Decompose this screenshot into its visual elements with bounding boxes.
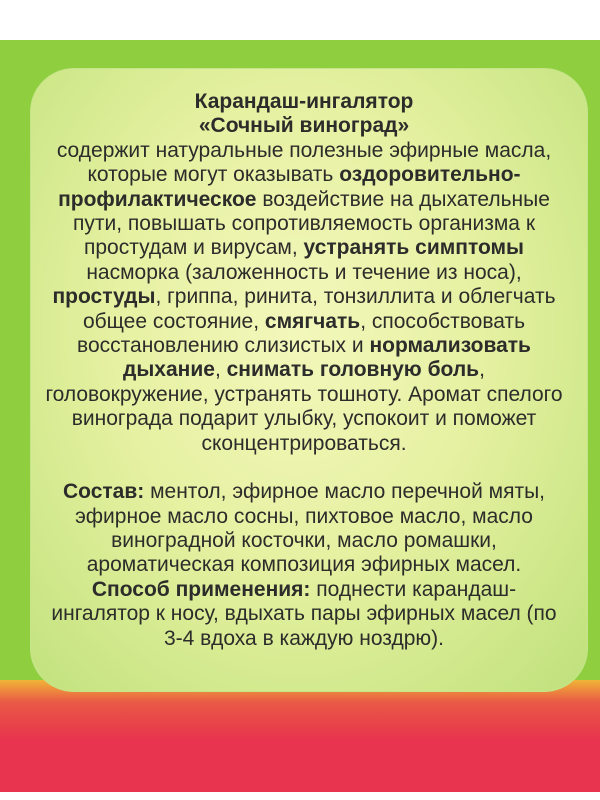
description-text: , bbox=[214, 358, 221, 382]
composition-paragraph bbox=[44, 480, 564, 578]
description-paragraph bbox=[44, 139, 564, 456]
description-text: насморка (заложенность и течение из носа), bbox=[86, 260, 522, 284]
description-bold: устранять симптомы bbox=[303, 236, 524, 260]
description-bold: оздоровительно-профилактическое bbox=[58, 163, 521, 211]
description-bold: нормализовать дыхание bbox=[123, 334, 531, 382]
spacer bbox=[44, 456, 564, 480]
description-text: , головокружение, устранять тошноту. Аромат спелого винограда подарит улыбку, успокоит и поможет сконцентрироваться. bbox=[45, 358, 563, 455]
product-text bbox=[44, 90, 564, 651]
product-title bbox=[44, 90, 564, 139]
title-line-1: Карандаш-ингалятор bbox=[194, 90, 414, 113]
composition-label: Состав: bbox=[62, 480, 145, 504]
description-bold: снимать головную боль bbox=[226, 358, 480, 382]
usage-text: поднести карандаш-ингалятор к носу, вдыхать пары эфирных масел (по 3-4 вдоха в каждую ноздрю). bbox=[51, 577, 557, 650]
description-bold: простуды bbox=[52, 285, 156, 309]
title-line-2: «Сочный виноград» bbox=[198, 114, 410, 138]
description-text: воздействие на дыхательные пути, повышать сопротивляемость организма к простудам и вирусам, bbox=[73, 187, 550, 260]
description-text: , гриппа, ринита, тонзиллита и облегчать общее состояние, bbox=[82, 285, 556, 333]
description-bold: смягчать bbox=[264, 309, 361, 333]
description-text: , способствовать восстановлению слизистых и bbox=[77, 309, 526, 358]
usage-label: Способ применения: bbox=[91, 577, 311, 601]
box-bottom-stripe bbox=[0, 680, 600, 792]
composition-text: ментол, эфирное масло перечной мяты, эфирное масло сосны, пихтовое масло, масло виноградной косточки, масло ромашки, ароматическая композиция эфирных масел. bbox=[75, 480, 545, 577]
usage-paragraph bbox=[44, 578, 564, 651]
description-text: содержит натуральные полезные эфирные масла, которые могут оказывать bbox=[56, 138, 552, 187]
